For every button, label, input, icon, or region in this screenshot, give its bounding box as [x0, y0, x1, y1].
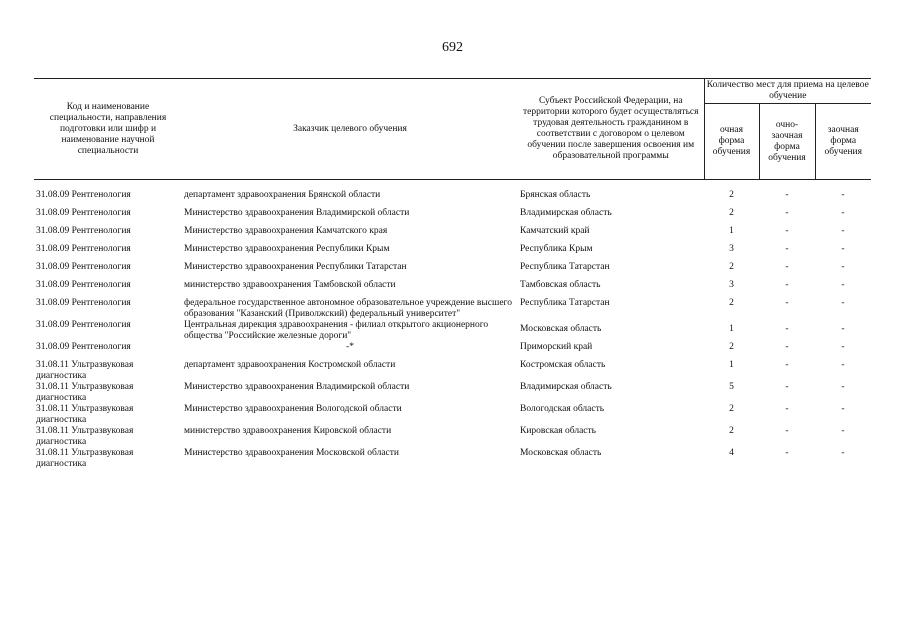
- row-customer: Министерство здравоохранения Московской области: [184, 448, 399, 458]
- row-customer: Министерство здравоохранения Республики Крым: [184, 244, 390, 254]
- table-row: [34, 190, 871, 208]
- row-distance: -: [841, 262, 845, 272]
- row-full-time: 1: [729, 360, 734, 370]
- header-full-time: очная форма обучения: [704, 104, 759, 180]
- row-part-time: -: [785, 280, 789, 290]
- row-code: 31.08.09 Рентгенология: [36, 342, 131, 352]
- row-part-time: -: [785, 404, 789, 414]
- row-distance: -: [841, 404, 845, 414]
- row-region: Приморский край: [520, 342, 593, 352]
- header-distance: заочная форма обучения: [815, 104, 871, 180]
- row-part-time: -: [785, 298, 789, 308]
- table-row: [34, 426, 871, 448]
- row-full-time: 1: [729, 226, 734, 236]
- table-row: [34, 298, 871, 320]
- row-distance: -: [841, 190, 845, 200]
- table-row: [34, 244, 871, 262]
- row-code: 31.08.11 Ультразвуковая диагностика: [36, 360, 134, 381]
- row-customer: департамент здравоохранения Костромской области: [184, 360, 396, 370]
- table-row: [34, 280, 871, 298]
- row-code: 31.08.09 Рентгенология: [36, 298, 131, 308]
- row-distance: -: [841, 208, 845, 218]
- table-row: [34, 226, 871, 244]
- row-region: Московская область: [520, 448, 602, 458]
- row-customer: Министерство здравоохранения Владимирской области: [184, 208, 410, 218]
- row-part-time: -: [785, 360, 789, 370]
- table-row: [34, 404, 871, 426]
- row-part-time: -: [785, 208, 789, 218]
- row-region: Владимирская область: [520, 208, 612, 218]
- row-customer: Министерство здравоохранения Вологодской области: [184, 404, 402, 414]
- row-code: 31.08.11 Ультразвуковая диагностика: [36, 448, 134, 469]
- row-full-time: 2: [729, 190, 734, 200]
- row-part-time: -: [785, 190, 789, 200]
- row-code: 31.08.09 Рентгенология: [36, 320, 131, 330]
- row-part-time: -: [785, 426, 789, 436]
- row-customer: Министерство здравоохранения Владимирской области: [184, 382, 410, 392]
- row-distance: -: [841, 342, 845, 352]
- row-distance: -: [841, 382, 845, 392]
- row-customer: министерство здравоохранения Кировской области: [184, 426, 392, 436]
- row-region: Тамбовская область: [520, 280, 601, 290]
- row-part-time: -: [785, 382, 789, 392]
- row-region: Камчатский край: [520, 226, 590, 236]
- header-region: Субъект Российской Федерации, на территории которого будет осуществляться трудовая деятельность гражданином в соответствии с договором о целевом обучении после завершения освоения им образовательной программы: [518, 79, 704, 180]
- row-region: Московская область: [520, 324, 602, 334]
- row-region: Республика Татарстан: [520, 298, 610, 308]
- row-customer: -*: [346, 342, 354, 352]
- row-region: Костромская область: [520, 360, 606, 370]
- row-distance: -: [841, 226, 845, 236]
- row-full-time: 1: [729, 324, 734, 334]
- row-distance: -: [841, 298, 845, 308]
- row-full-time: 3: [729, 244, 734, 254]
- row-full-time: 2: [729, 298, 734, 308]
- row-distance: -: [841, 244, 845, 254]
- row-code: 31.08.09 Рентгенология: [36, 244, 131, 254]
- table-row: [34, 262, 871, 280]
- row-customer: Министерство здравоохранения Камчатского края: [184, 226, 388, 236]
- row-part-time: -: [785, 448, 789, 458]
- row-part-time: -: [785, 342, 789, 352]
- row-full-time: 2: [729, 426, 734, 436]
- row-full-time: 2: [729, 404, 734, 414]
- row-region: Вологодская область: [520, 404, 605, 414]
- header-places: Количество мест для приема на целевое обучение: [704, 79, 871, 104]
- row-full-time: 3: [729, 280, 734, 290]
- row-customer: Центральная дирекция здравоохранения - филиал открытого акционерного общества "Российские железные дороги": [184, 320, 489, 341]
- table-row: [34, 208, 871, 226]
- row-code: 31.08.09 Рентгенология: [36, 226, 131, 236]
- row-code: 31.08.09 Рентгенология: [36, 190, 131, 200]
- row-code: 31.08.11 Ультразвуковая диагностика: [36, 404, 134, 425]
- row-distance: -: [841, 324, 845, 334]
- row-distance: -: [841, 426, 845, 436]
- row-full-time: 2: [729, 342, 734, 352]
- target-admission-table: [34, 78, 871, 470]
- row-customer: федеральное государственное автономное образовательное учреждение высшего образования "Казанский (Приволжский) федеральный университет": [184, 298, 512, 319]
- table-row: [34, 360, 871, 382]
- header-part-time: очно-заочная форма обучения: [759, 104, 815, 180]
- row-region: Владимирская область: [520, 382, 612, 392]
- row-region: Республика Крым: [520, 244, 593, 254]
- row-full-time: 4: [729, 448, 734, 458]
- row-region: Брянская область: [520, 190, 591, 200]
- row-customer: Министерство здравоохранения Республики Татарстан: [184, 262, 407, 272]
- row-code: 31.08.09 Рентгенология: [36, 280, 131, 290]
- row-region: Республика Татарстан: [520, 262, 610, 272]
- row-code: 31.08.11 Ультразвуковая диагностика: [36, 426, 134, 447]
- row-code: 31.08.09 Рентгенология: [36, 262, 131, 272]
- row-full-time: 2: [729, 208, 734, 218]
- row-part-time: -: [785, 324, 789, 334]
- row-distance: -: [841, 448, 845, 458]
- row-full-time: 5: [729, 382, 734, 392]
- table-row: [34, 320, 871, 342]
- row-distance: -: [841, 360, 845, 370]
- row-part-time: -: [785, 226, 789, 236]
- header-code: Код и наименование специальности, направления подготовки или шифр и наименование научной специальности: [34, 79, 182, 180]
- row-part-time: -: [785, 244, 789, 254]
- table-row: [34, 342, 871, 360]
- row-customer: департамент здравоохранения Брянской области: [184, 190, 381, 200]
- header-customer: Заказчик целевого обучения: [182, 79, 518, 180]
- row-customer: министерство здравоохранения Тамбовской области: [184, 280, 396, 290]
- row-code: 31.08.11 Ультразвуковая диагностика: [36, 382, 134, 403]
- row-distance: -: [841, 280, 845, 290]
- row-part-time: -: [785, 262, 789, 272]
- table-row: [34, 382, 871, 404]
- row-code: 31.08.09 Рентгенология: [36, 208, 131, 218]
- row-region: Кировская область: [520, 426, 597, 436]
- table-row: [34, 448, 871, 470]
- row-full-time: 2: [729, 262, 734, 272]
- page-number: 692: [442, 40, 463, 55]
